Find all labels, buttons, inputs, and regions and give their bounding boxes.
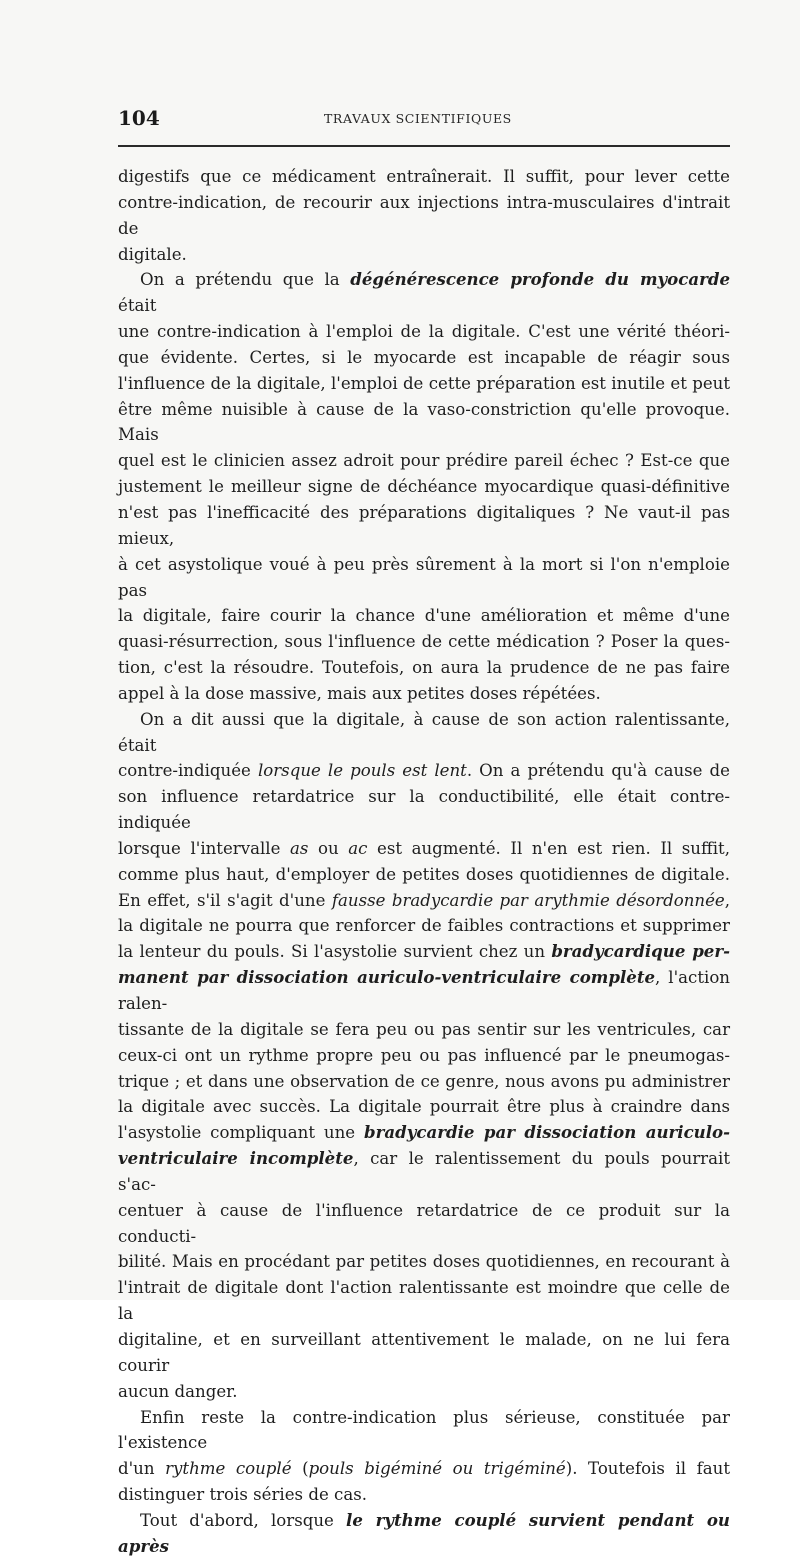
text-line: manent par dissociation auriculo-ventriculaire complète, l'action ralen- [118,967,730,1013]
text-line: son influence retardatrice sur la conductibilité, elle était contre-indiquée [118,787,730,833]
text-line: l'asystolie compliquant une bradycardie par dissociation auriculo- [118,1122,731,1143]
text-line: la lenteur du pouls. Si l'asystolie survient chez un bradycardique per- [118,941,730,962]
text-line: aucun danger. [118,1381,238,1401]
text-line: En effet, s'il s'agit d'une fausse bradycardie par arythmie désordonnée, [118,890,731,910]
text-line: bilité. Mais en procédant par petites doses quotidiennes, en recourant à [118,1252,730,1272]
text-line: digestifs que ce médicament entraînerait. Il suffit, pour lever cette [118,167,730,186]
body-text [118,164,730,1560]
text-line: On a dit aussi que la digitale, à cause de son action ralentissante, était [118,709,730,755]
paragraph [118,707,730,1405]
text-line: trique ; et dans une observation de ce genre, nous avons pu administrer [118,1071,730,1091]
text-line: tissante de la digitale se fera peu ou pas sentir sur les ventricules, car [118,1019,730,1039]
text-line: ceux-ci ont un rythme propre peu ou pas influencé par le pneumogas- [118,1045,730,1065]
text-line: appel à la dose massive, mais aux petites doses répétées. [118,683,601,703]
header-rule [118,145,730,147]
text-line: lorsque l'intervalle as ou ac est augmenté. Il n'en est rien. Il suffit, [118,838,730,858]
text-line: centuer à cause de l'influence retardatrice de ce produit sur la conducti- [118,1200,730,1246]
paragraph [118,1405,730,1508]
text-line: contre-indiquée lorsque le pouls est lent. On a prétendu qu'à cause de [118,761,730,781]
text-line: Tout d'abord, lorsque le rythme couplé survient pendant ou après [118,1509,731,1556]
text-line: tion, c'est la résoudre. Toutefois, on aura la prudence de ne pas faire [118,658,730,678]
text-line: justement le meilleur signe de déchéance myocardique quasi-définitive [118,477,730,497]
text-line: la digitale ne pourra que renforcer de faibles contractions et supprimer [118,916,730,936]
text-line: comme plus haut, d'employer de petites doses quotidiennes de digitale. [118,864,730,884]
text-line: que évidente. Certes, si le myocarde est incapable de réagir sous [118,347,730,367]
page-number: 104 [118,106,160,130]
text-line: digitale. [118,244,187,264]
text-line: la digitale, faire courir la chance d'une amélioration et même d'une [118,606,730,626]
text-line: digitaline, et en surveillant attentivement le malade, on ne lui fera courir [118,1329,730,1375]
paragraph [118,1508,730,1560]
text-line: contre-indication, de recourir aux injections intra-musculaires d'intrait de [118,192,730,238]
text-line: d'un rythme couplé (pouls bigéminé ou trigéminé). Toutefois il faut [118,1459,730,1479]
paragraph [118,164,730,267]
text-line: être même nuisible à cause de la vaso-constriction qu'elle provoque. Mais [118,399,730,445]
text-line: l'influence de la digitale, l'emploi de cette préparation est inutile et peut [118,373,730,393]
text-line: une contre-indication à l'emploi de la digitale. C'est une vérité théori- [118,322,730,342]
text-line: On a prétendu que la dégénérescence profonde du myocarde était [118,269,731,316]
text-line: quel est le clinicien assez adroit pour prédire pareil échec ? Est-ce que [118,451,730,471]
text-line: la digitale avec succès. La digitale pourrait être plus à craindre dans [118,1097,730,1117]
text-line: distinguer trois séries de cas. [118,1485,368,1505]
text-line: quasi-résurrection, sous l'influence de cette médication ? Poser la ques- [118,632,730,652]
page-header [118,102,730,134]
text-line: l'intrait de digitale dont l'action ralentissante est moindre que celle de la [118,1278,730,1324]
text-line: à cet asystolique voué à peu près sûrement à la mort si l'on n'emploie pas [118,554,730,600]
text-line: ventriculaire incomplète, car le ralentissement du pouls pourrait s'ac- [118,1148,730,1194]
text-line: n'est pas l'inefficacité des préparations digitaliques ? Ne vaut-il pas mieux, [118,502,730,548]
paragraph [118,267,730,706]
running-title: TRAVAUX SCIENTIFIQUES [324,111,512,126]
text-line: Enfin reste la contre-indication plus sérieuse, constituée par l'existence [118,1407,730,1453]
